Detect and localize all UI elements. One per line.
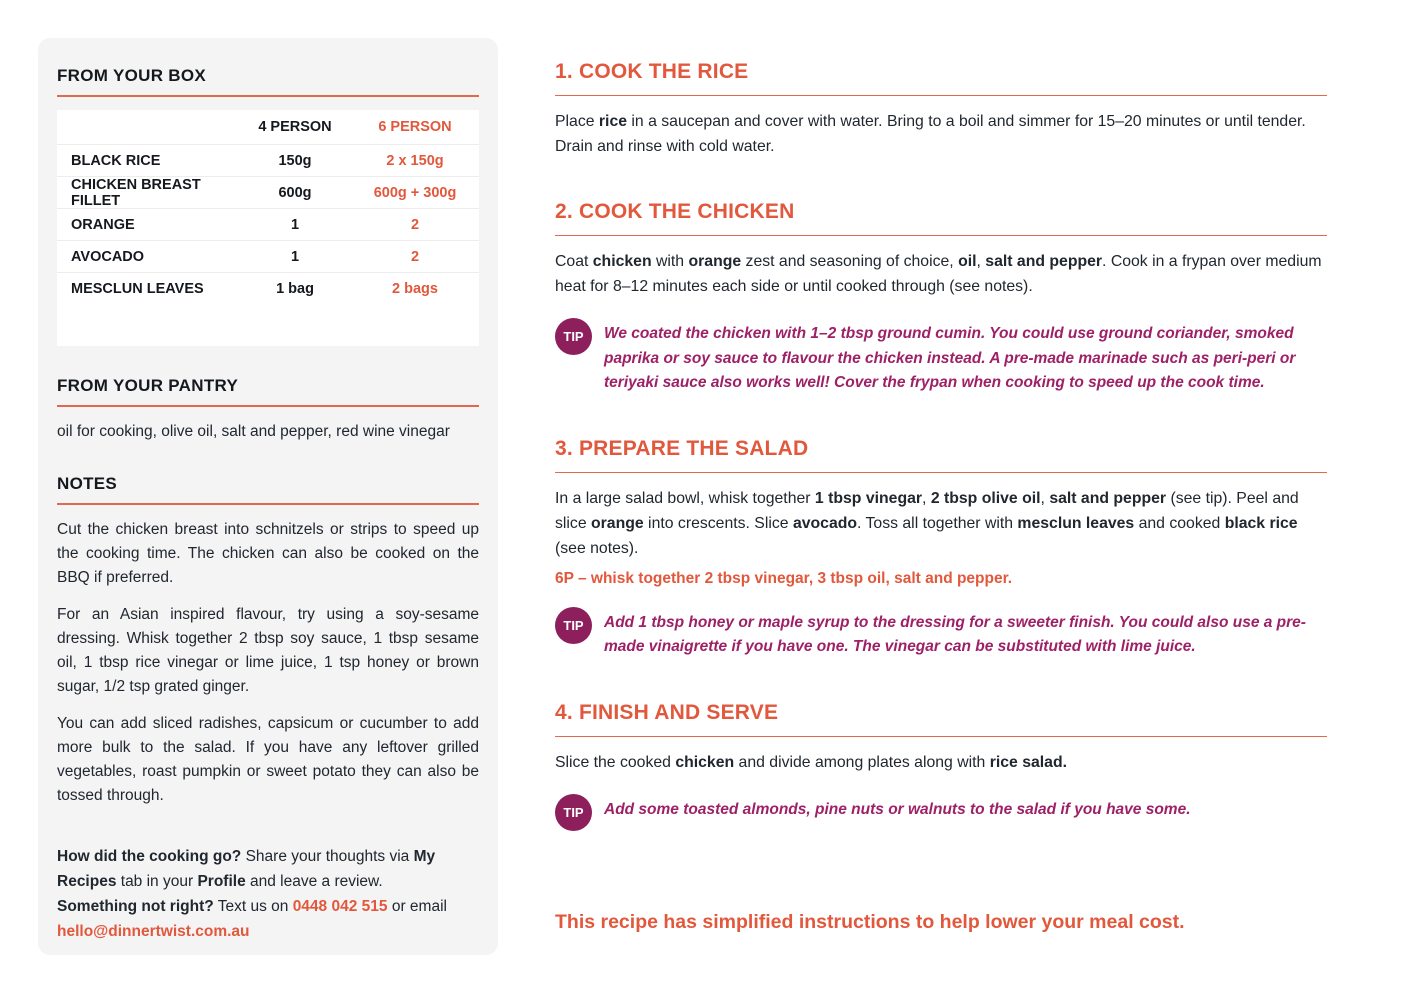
text-run: Place	[555, 113, 599, 130]
text-run: How did the cooking go?	[57, 847, 242, 865]
table-row	[57, 176, 479, 208]
step-body	[555, 249, 1327, 299]
text-run: chicken	[592, 253, 652, 270]
text-run: salt and pepper	[985, 253, 1103, 270]
step-title: 2. COOK THE CHICKEN	[555, 200, 795, 223]
text-run: and leave a review.	[245, 872, 383, 890]
step-title: 4. FINISH AND SERVE	[555, 700, 779, 724]
email-link[interactable]: hello@dinnertwist.com.au	[57, 922, 250, 940]
text-run: Coat	[555, 253, 593, 270]
contact-line	[57, 894, 479, 944]
tip-badge-icon: TIP	[555, 794, 592, 831]
text-run: rice	[598, 113, 628, 130]
step-body	[555, 109, 1327, 159]
text-run: and divide among plates along with	[734, 753, 990, 771]
ingredient-name: ORANGE	[71, 216, 135, 233]
simplified-recipe-note: This recipe has simplified instructions to help lower your meal cost.	[555, 910, 1185, 933]
text-run: mesclun leaves	[1017, 514, 1135, 532]
text-run: in a saucepan and cover with water. Bring to a boil and simmer for 15–20 minutes or until tender. Drain and rinse with cold water.	[555, 113, 1306, 155]
text-run: ,	[976, 253, 986, 270]
text-run: In a large salad bowl, whisk together	[555, 489, 815, 507]
text-run: black rice	[1224, 514, 1298, 532]
text-run: ,	[922, 489, 931, 507]
tip-badge-icon: TIP	[555, 607, 592, 644]
qty-4person: 150g	[278, 152, 312, 169]
ingredient-name: AVOCADO	[71, 248, 145, 265]
pantry-text: oil for cooking, olive oil, salt and pepper, red wine vinegar	[57, 423, 450, 440]
table-row	[57, 208, 479, 240]
notes-paragraph: Cut the chicken breast into schnitzels or strips to speed up the cooking time. The chicken can also be cooked on the BBQ if preferred.	[57, 520, 479, 586]
text-run: ,	[1040, 489, 1050, 507]
text-run: orange	[591, 514, 644, 532]
feedback-line	[57, 844, 479, 894]
text-run: with	[651, 253, 689, 270]
qty-4person: 1	[290, 216, 300, 233]
from-your-pantry-title: FROM YOUR PANTRY	[57, 376, 479, 407]
heading-underline	[555, 95, 1327, 96]
text-run: rice salad.	[989, 753, 1067, 771]
pantry-section	[57, 376, 479, 444]
notes-title: NOTES	[57, 474, 479, 505]
table-row	[57, 240, 479, 272]
text-run: orange	[688, 253, 742, 270]
qty-6person: 600g + 300g	[373, 184, 457, 201]
text-run: tab in your	[116, 872, 198, 890]
text-run: chicken	[675, 753, 735, 771]
step-cook-the-chicken	[555, 200, 1327, 396]
qty-6person: 2 bags	[392, 280, 438, 297]
ingredient-name: MESCLUN LEAVES	[71, 280, 204, 297]
text-run: or email	[387, 897, 447, 915]
text-run: Text us on	[213, 897, 293, 915]
text-run: 2 tbsp olive oil	[930, 489, 1041, 507]
feedback-footer	[57, 844, 479, 944]
text-run: (see tip). Peel and slice	[555, 489, 1299, 532]
ingredient-name: CHICKEN BREAST FILLET	[71, 176, 201, 209]
text-run: into crescents. Slice	[643, 514, 793, 532]
text-run: Profile	[197, 872, 246, 890]
table-header-row	[57, 110, 479, 144]
ingredient-name: BLACK RICE	[71, 152, 161, 169]
table-header-6person: 6 PERSON	[378, 119, 452, 135]
step-body	[555, 750, 1327, 775]
step-title: 3. PREPARE THE SALAD	[555, 436, 809, 460]
qty-6person: 2	[410, 216, 420, 233]
ingredients-panel	[38, 38, 498, 955]
text-run: Something not right?	[57, 897, 214, 915]
instructions-column	[555, 60, 1327, 934]
tip-callout	[555, 318, 1327, 396]
qty-4person: 1	[290, 248, 300, 265]
qty-6person: 2 x 150g	[386, 152, 444, 169]
from-your-box-title: FROM YOUR BOX	[57, 66, 479, 97]
tip-badge-icon: TIP	[555, 318, 592, 355]
text-run: zest and seasoning of choice,	[741, 253, 959, 270]
text-run: My Recipes	[57, 847, 436, 890]
six-person-variation-note: 6P – whisk together 2 tbsp vinegar, 3 tbsp oil, salt and pepper.	[555, 569, 1013, 587]
text-run: 1 tbsp vinegar	[814, 489, 923, 507]
notes-paragraph: For an Asian inspired flavour, try using a soy-sesame dressing. Whisk together 2 tbsp soy sauce, 1 tbsp sesame oil, 1 tbsp rice vinegar or lime juice, 1 tsp honey or brown sugar, 1/2 tsp grated ginger.	[57, 605, 479, 695]
notes-section	[57, 474, 479, 808]
ingredients-table	[57, 110, 479, 346]
tip-text: Add some toasted almonds, pine nuts or walnuts to the salad if you have some.	[604, 800, 1191, 818]
notes-paragraph: You can add sliced radishes, capsicum or cucumber to add more bulk to the salad. If you have any leftover grilled vegetables, roast pumpkin or sweet potato they can also be tossed through.	[57, 714, 479, 804]
step-body	[555, 486, 1327, 561]
text-run: avocado	[792, 514, 858, 532]
table-header-4person: 4 PERSON	[258, 119, 332, 135]
step-cook-the-rice	[555, 60, 1327, 159]
heading-underline	[555, 736, 1327, 737]
heading-underline	[555, 235, 1327, 236]
phone-link[interactable]: 0448 042 515	[292, 897, 388, 915]
tip-callout	[555, 607, 1327, 660]
qty-4person: 1 bag	[276, 280, 314, 297]
text-run: oil	[958, 253, 977, 270]
table-row	[57, 272, 479, 304]
qty-6person: 2	[410, 248, 420, 265]
text-run: (see notes).	[555, 539, 639, 557]
text-run: Share your thoughts via	[241, 847, 414, 865]
text-run: and cooked	[1134, 514, 1225, 532]
qty-4person: 600g	[278, 184, 312, 201]
table-row	[57, 144, 479, 176]
text-run: Slice the cooked	[555, 753, 676, 771]
step-prepare-the-salad	[555, 437, 1327, 660]
step-finish-and-serve	[555, 701, 1327, 831]
tip-text: We coated the chicken with 1–2 tbsp ground cumin. You could use ground coriander, smoked paprika or soy sauce to flavour the chicken instead. A pre-made marinade such as peri-peri or teriyaki sauce also works well! Cover the frypan when cooking to speed up the cook time.	[604, 325, 1296, 391]
tip-callout	[555, 794, 1327, 831]
text-run: . Toss all together with	[857, 514, 1018, 532]
step-title: 1. COOK THE RICE	[555, 60, 749, 83]
text-run: salt and pepper	[1049, 489, 1167, 507]
text-run: . Cook in a frypan over medium heat for 8–12 minutes each side or until cooked through (see notes).	[555, 253, 1322, 295]
tip-text: Add 1 tbsp honey or maple syrup to the dressing for a sweeter finish. You could also use a pre-made vinaigrette if you have one. The vinegar can be substituted with lime juice.	[604, 613, 1306, 655]
heading-underline	[555, 472, 1327, 473]
